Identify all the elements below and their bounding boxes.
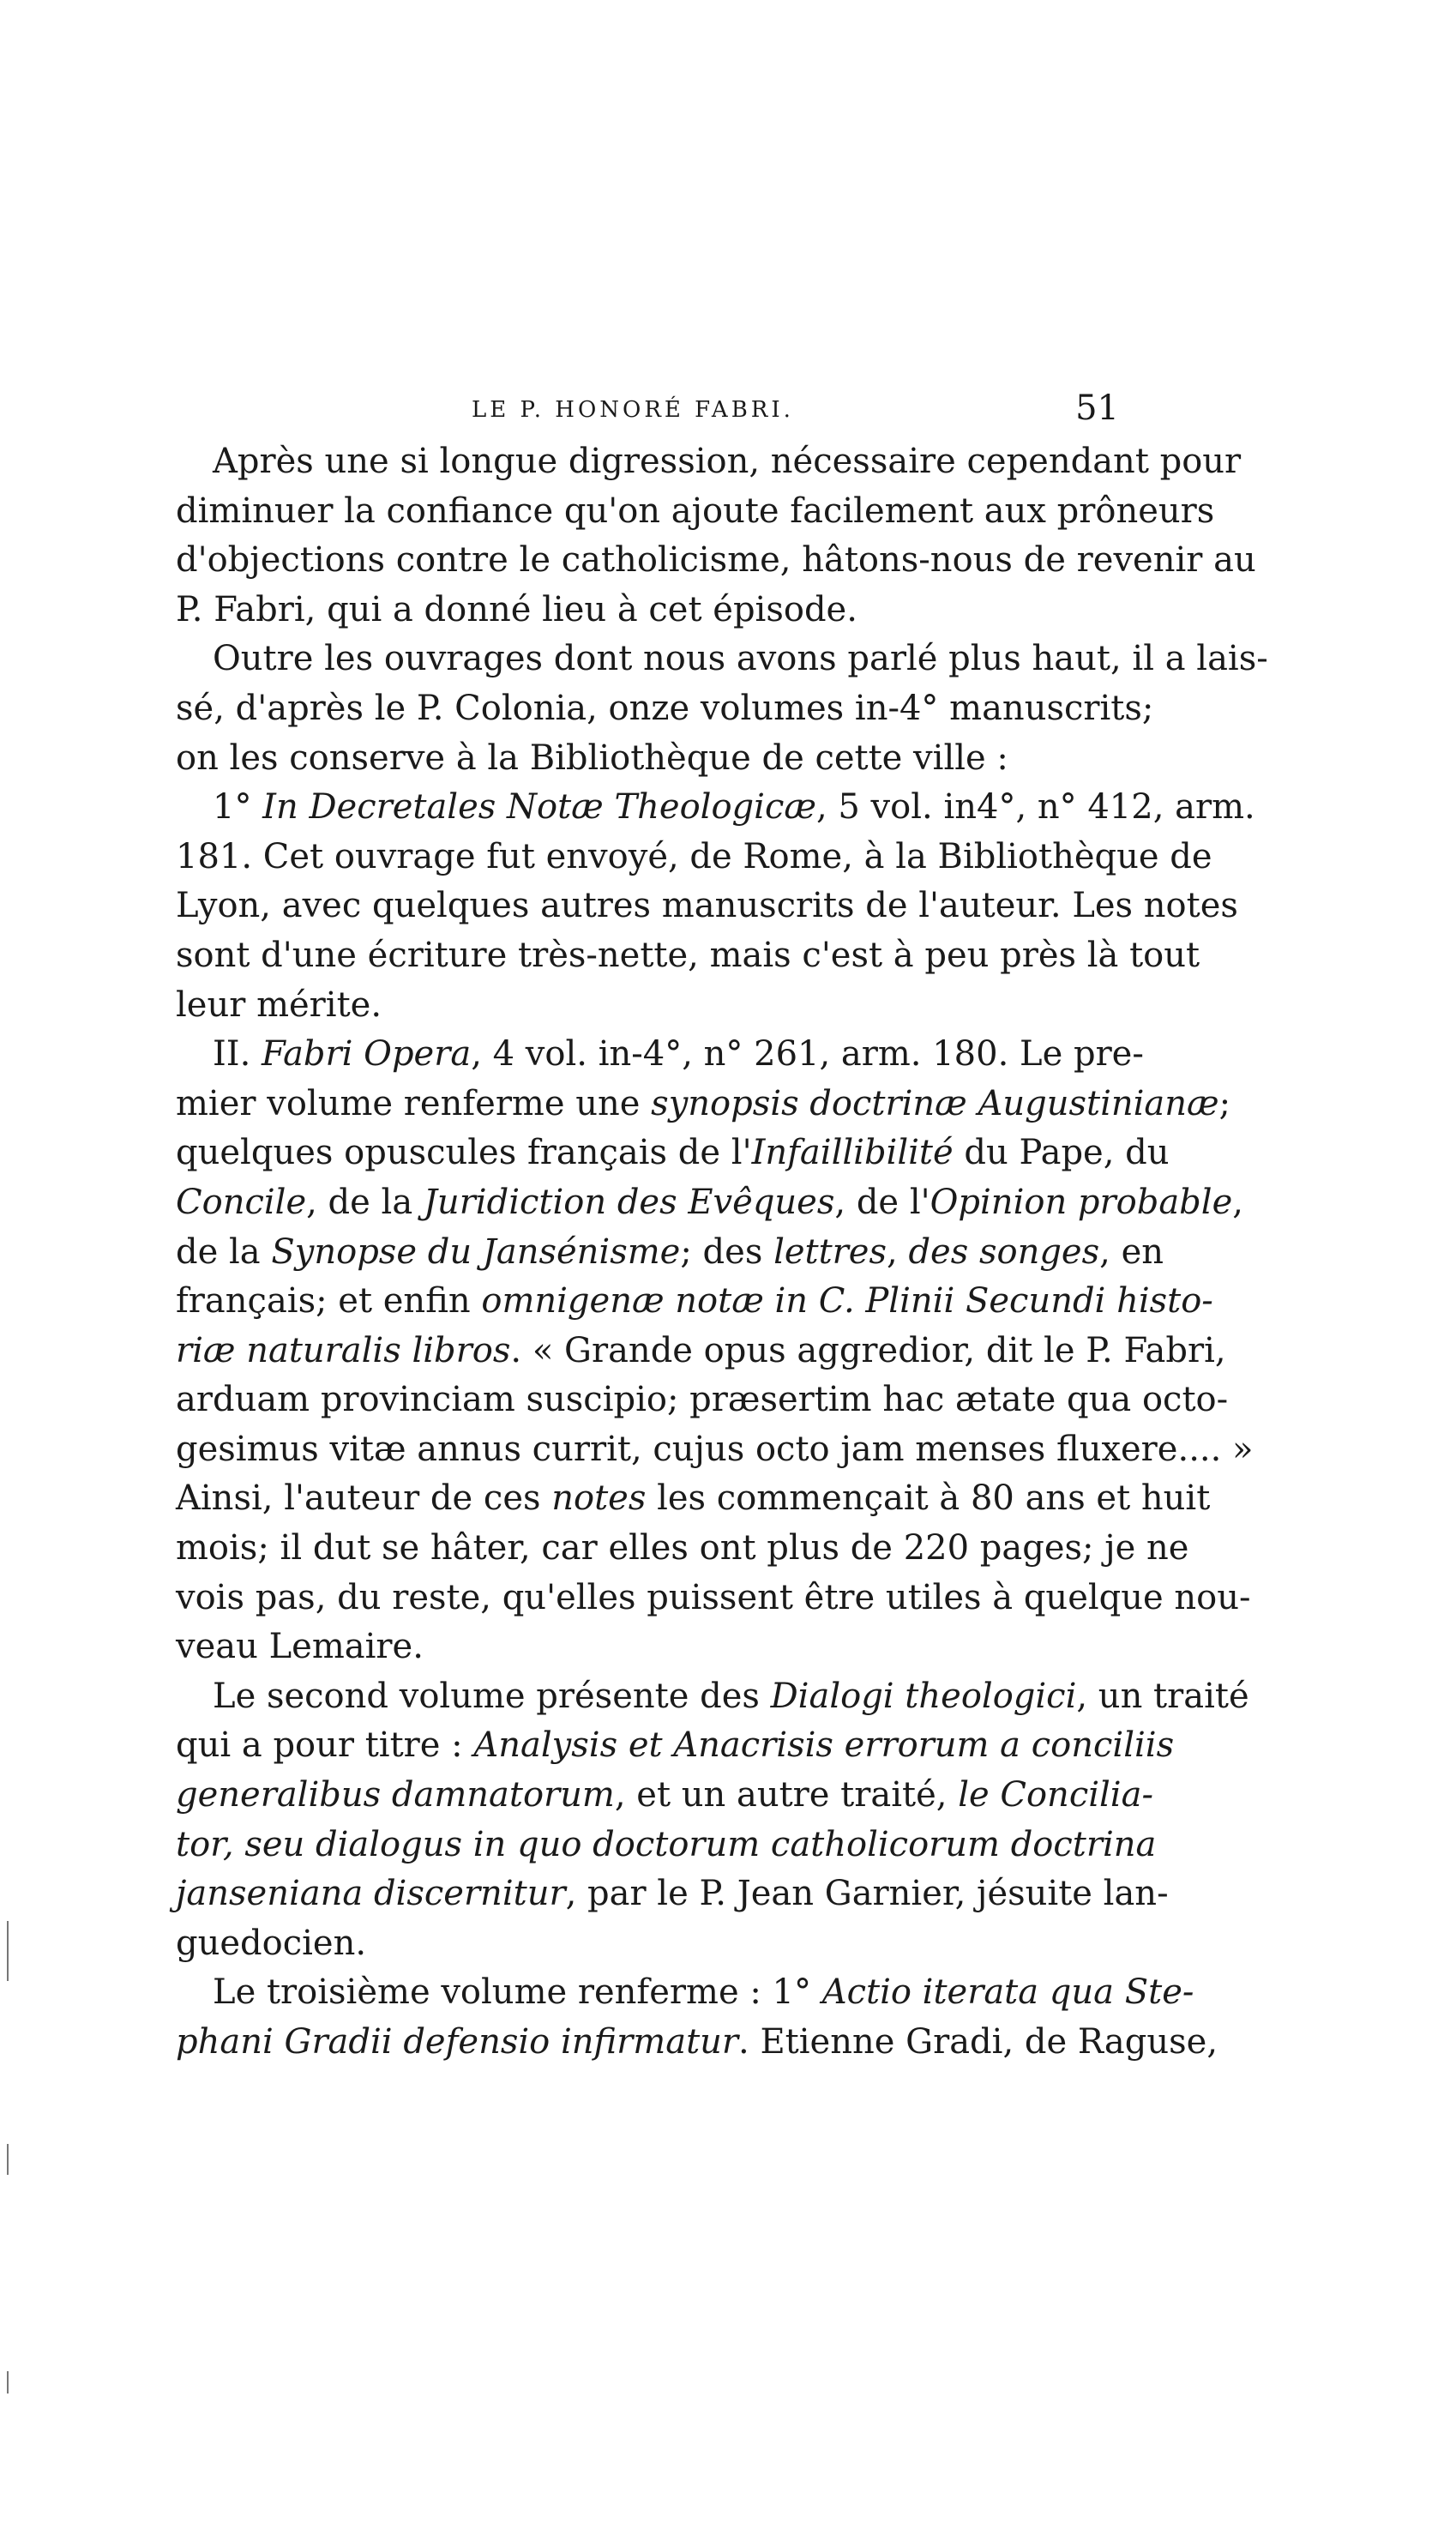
text-line: d'objections contre le catholicisme, hâtons-nous de revenir au (176, 540, 1256, 581)
text-run: II. (213, 1034, 262, 1075)
text-line: on les conserve à la Bibliothèque de cette ville : (176, 738, 1008, 778)
text-line: mois; il dut se hâter, car elles ont plus de 220 pages; je ne (176, 1528, 1189, 1569)
text-run: ; (1218, 1083, 1231, 1123)
text-run: , par le P. Jean Garnier, jésuite lan- (565, 1874, 1169, 1914)
title-italic: Fabri Opera (262, 1034, 472, 1075)
title-italic: In Decretales Notæ Theologicæ (262, 787, 816, 828)
text-line (176, 1672, 1249, 1722)
title-italic: notes (551, 1478, 647, 1519)
running-title: LE P. HONORÉ FABRI. (472, 397, 794, 423)
text-run: français; et enfin (176, 1281, 482, 1322)
text-run: Le second volume présente des (213, 1676, 771, 1716)
scan-mark (7, 1921, 9, 1981)
title-italic: phani Gradii defensio infirmatur (176, 2022, 739, 2062)
paragraph (176, 1968, 1218, 2067)
text-run: Ainsi, l'auteur de ces (176, 1478, 552, 1519)
text-run: qui a pour titre : (176, 1725, 474, 1766)
text-line: P. Fabri, qui a donné lieu à cet épisode. (176, 589, 857, 629)
text-run: les commençait à 80 ans et huit (646, 1478, 1211, 1519)
text-line: Outre les ouvrages dont nous avons parlé plus haut, il a lais- (213, 639, 1268, 679)
text-line: veau Lemaire. (176, 1627, 424, 1667)
text-run: , et un autre traité, (614, 1775, 959, 1815)
text-line: sé, d'après le P. Colonia, onze volumes in-4° manuscrits; (176, 688, 1154, 728)
text-line: 181. Cet ouvrage fut envoyé, de Rome, à la Bibliothèque de (176, 836, 1212, 876)
title-italic: Infaillibilité (751, 1133, 954, 1173)
title-italic: lettres (773, 1231, 887, 1272)
paragraph (176, 635, 1268, 783)
paragraph (176, 783, 1255, 1030)
text-run: 1° (213, 787, 263, 828)
text-run: , 4 vol. in-4°, n° 261, arm. 180. Le pre- (471, 1034, 1144, 1075)
title-italic: le Concilia- (958, 1775, 1153, 1815)
text-run: ; des (680, 1231, 774, 1272)
title-italic: Juridiction des Evêques (423, 1182, 835, 1222)
text-line: diminuer la confiance qu'on ajoute facilement aux prôneurs (176, 491, 1215, 531)
text-run: mier volume renferme une (176, 1083, 652, 1123)
text-line (176, 1474, 1211, 1524)
text-line: Lyon, avec quelques autres manuscrits de l'auteur. Les notes (176, 886, 1238, 926)
title-italic: omnigenæ notæ in C. Plinii Secundi histo- (481, 1281, 1213, 1322)
title-italic: synopsis doctrinæ Augustinianæ (651, 1083, 1219, 1123)
scan-mark (7, 2371, 9, 2394)
text-line: leur mérite. (176, 985, 382, 1025)
text-line (176, 2018, 1218, 2068)
scan-mark (7, 2144, 9, 2175)
page-number: 51 (1075, 388, 1119, 428)
text-line (176, 1721, 1175, 1771)
text-line (176, 1030, 1144, 1080)
text-line (176, 1129, 1170, 1178)
text-line: Après une si longue digression, nécessaire cependant pour (213, 442, 1242, 481)
text-line (176, 783, 1255, 833)
text-run: . Etienne Gradi, de Raguse, (738, 2022, 1218, 2062)
text-run: , de la (306, 1182, 424, 1222)
paragraph (176, 1030, 1254, 1672)
text-line (176, 1228, 1164, 1278)
text-line (176, 1870, 1169, 1919)
title-italic: des songes (908, 1231, 1100, 1272)
title-italic: janseniana discernitur (176, 1874, 566, 1914)
text-line: arduam provinciam suscipio; præsertim hac ætate qua octo- (176, 1380, 1229, 1420)
paragraph (176, 1672, 1249, 1969)
title-italic: Opinion probable (930, 1182, 1233, 1222)
text-line: guedocien. (176, 1923, 367, 1963)
text-run: , en (1099, 1231, 1164, 1272)
title-italic: Concile (176, 1182, 307, 1222)
text-line (176, 1821, 1157, 1870)
text-run: . « Grande opus aggredior, dit le P. Fabri, (510, 1330, 1226, 1370)
running-header (176, 382, 1119, 442)
title-italic: Synopse du Jansénisme (271, 1231, 681, 1272)
text-line (176, 1080, 1231, 1129)
text-line: vois pas, du reste, qu'elles puissent être utiles à quelque nou- (176, 1577, 1251, 1617)
title-italic: Dialogi theologici (770, 1676, 1077, 1716)
title-italic: Actio iterata qua Ste- (821, 1972, 1194, 2013)
title-italic: tor, seu dialogus in quo doctorum catholicorum doctrina (176, 1824, 1157, 1864)
text-run: , 5 vol. in4°, n° 412, arm. (815, 787, 1255, 828)
title-italic: generalibus damnatorum (176, 1775, 615, 1815)
title-italic: riæ naturalis libros (176, 1330, 511, 1370)
text-line (176, 1771, 1153, 1821)
paragraph (176, 437, 1256, 635)
body-text (176, 437, 1268, 2068)
text-run: , (1232, 1182, 1243, 1222)
text-run: de la (176, 1231, 272, 1272)
text-run: Le troisième volume renferme : 1° (213, 1972, 822, 2013)
text-run: , de l' (834, 1182, 930, 1222)
text-line (176, 1277, 1213, 1327)
text-line: gesimus vitæ annus currit, cujus octo jam menses fluxere.... » (176, 1429, 1254, 1469)
title-italic: Analysis et Anacrisis errorum a conciliis (473, 1725, 1175, 1766)
text-run: , (887, 1231, 909, 1272)
text-run: , un traité (1076, 1676, 1249, 1716)
text-line (176, 1968, 1194, 2018)
text-run: du Pape, du (953, 1133, 1170, 1173)
text-line: sont d'une écriture très-nette, mais c'est à peu près là tout (176, 935, 1200, 975)
text-run: quelques opuscules français de l' (176, 1133, 752, 1173)
text-line (176, 1327, 1226, 1376)
text-line (176, 1178, 1243, 1228)
